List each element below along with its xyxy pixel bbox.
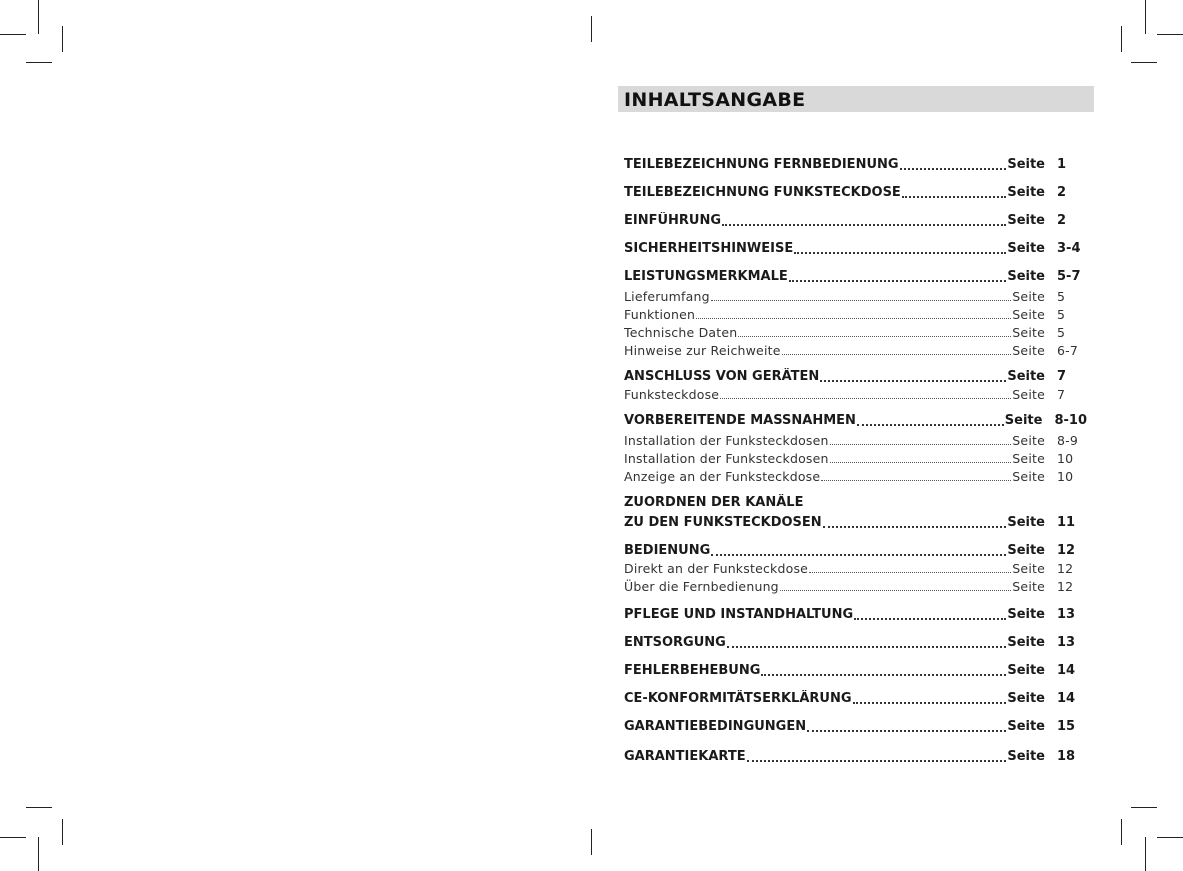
toc-entry-label: LEISTUNGSMERKMALE [624,269,788,284]
crop-mark [1121,819,1122,845]
toc-entry-label: CE-KONFORMITÄTSERKLÄRUNG [624,691,852,706]
dot-leader [809,572,1011,573]
dot-leader [711,300,1012,301]
toc-entry-seite: Seite [1007,515,1045,530]
toc-entry[interactable] [624,606,1087,624]
crop-mark [0,34,26,35]
crop-mark [26,62,52,63]
dot-leader [747,760,1007,762]
toc-entry-page: 6-7 [1057,343,1079,358]
toc-entry-seite: Seite [1012,289,1045,304]
toc-entry[interactable] [624,184,1087,202]
crop-mark [0,837,26,838]
crop-mark [62,26,63,52]
toc-entry[interactable] [624,412,1087,430]
toc-entry-label: FEHLERBEHEBUNG [624,663,761,678]
dot-leader [727,646,1006,648]
toc-entry-page: 11 [1057,515,1076,530]
toc-entry[interactable] [624,306,1087,324]
dot-leader [782,354,1012,355]
toc-entry-page: 2 [1057,185,1067,200]
toc-entry-label: EINFÜHRUNG [624,213,722,228]
toc-entry-seite: Seite [1007,635,1045,650]
toc-entry-page: 2 [1057,213,1067,228]
toc-entry[interactable] [624,718,1087,736]
crop-mark [1131,807,1157,808]
toc-entry-page: 7 [1057,369,1067,384]
toc-entry-page: 7 [1057,387,1066,402]
toc-entry[interactable] [624,240,1087,258]
dot-leader [711,554,1006,556]
dot-leader [780,590,1011,591]
toc-entry-label: GARANTIEBEDINGUNGEN [624,719,807,734]
toc-entry-page: 5 [1057,289,1066,304]
dot-leader [807,730,1006,732]
toc-entry[interactable] [624,212,1087,230]
toc-entry-page: 3-4 [1057,241,1081,256]
toc-entry-label: PFLEGE UND INSTANDHALTUNG [624,607,854,622]
toc-entry-page: 8-10 [1054,413,1087,428]
toc-entry-page: 5 [1057,307,1066,322]
toc-entry-label: ANSCHLUSS VON GERÄTEN [624,369,820,384]
toc-entry-label: ZUORDNEN DER KANÄLE [624,495,804,510]
toc-entry-seite: Seite [1012,325,1045,340]
toc-entry-seite: Seite [1007,157,1045,172]
crop-mark [1157,34,1183,35]
toc-entry-label: Lieferumfang [624,289,710,304]
dot-leader [853,702,1007,704]
toc-entry[interactable] [624,156,1087,174]
toc-entry[interactable] [624,268,1087,286]
toc-entry-page: 12 [1057,579,1074,594]
table-of-contents [618,86,1094,764]
dot-leader [900,168,1007,170]
toc-entry-seite: Seite [1007,269,1045,284]
dot-leader [696,318,1011,319]
toc-entry-page: 8-9 [1057,433,1079,448]
crop-mark [591,829,592,855]
toc-entry-page: 18 [1057,749,1076,764]
toc-entry-seite: Seite [1007,241,1045,256]
toc-entry-label: TEILEBEZEICHNUNG FUNKSTECKDOSE [624,185,901,200]
toc-entry-label: VORBEREITENDE MASSNAHMEN [624,413,856,428]
toc-entry-seite: Seite [1007,749,1045,764]
toc-entry-page: 5-7 [1057,269,1081,284]
toc-entry-seite: Seite [1012,579,1045,594]
toc-entry[interactable] [624,368,1087,386]
toc-entry[interactable] [624,386,1087,404]
toc-entry-page: 12 [1057,543,1076,558]
toc-entry-label: GARANTIEKARTE [624,749,746,764]
toc-entry-label: Über die Fernbedienung [624,579,779,594]
toc-entry-page: 14 [1057,663,1076,678]
toc-entry-seite: Seite [1007,607,1045,622]
toc-entry-seite: Seite [1012,307,1045,322]
dot-leader [830,444,1012,445]
crop-mark [1121,26,1122,52]
dot-leader [794,252,1006,254]
toc-entry-label: Anzeige an der Funksteckdose [624,469,821,484]
toc-entry-seite: Seite [1012,469,1045,484]
toc-entry-page: 5 [1057,325,1066,340]
toc-entry-label: Funktionen [624,307,696,322]
toc-entry-seite: Seite [1007,543,1045,558]
toc-entry[interactable] [624,432,1087,450]
dot-leader [722,224,1006,226]
toc-entry-label: BEDIENUNG [624,543,711,558]
crop-mark [1145,837,1146,871]
dot-leader [789,280,1007,282]
dot-leader [854,618,1006,620]
toc-entry[interactable] [624,634,1087,652]
crop-mark [26,807,52,808]
crop-mark [1145,0,1146,34]
toc-entry-label: Installation der Funksteckdosen [624,433,829,448]
dot-leader [761,674,1006,676]
dot-leader [857,424,1004,426]
toc-entry[interactable] [624,450,1087,468]
crop-mark [38,0,39,34]
dot-leader [830,462,1012,463]
toc-entry-label: Installation der Funksteckdosen [624,451,829,466]
toc-entry-label: Funksteckdose [624,387,720,402]
toc-entry[interactable] [624,494,1087,512]
crop-mark [591,16,592,42]
toc-entry-page: 13 [1057,607,1076,622]
toc-entry-label: SICHERHEITSHINWEISE [624,241,794,256]
toc-entry-label: Technische Daten [624,325,738,340]
dot-leader [821,480,1011,481]
toc-entry[interactable] [624,748,1087,766]
toc-entry[interactable] [624,468,1087,486]
toc-entry-seite: Seite [1012,451,1045,466]
toc-entry[interactable] [624,578,1087,596]
toc-entry[interactable] [624,662,1087,680]
toc-entry[interactable] [624,288,1087,306]
crop-mark [1157,837,1183,838]
toc-entry-seite: Seite [1012,433,1045,448]
dot-leader [720,398,1011,399]
toc-entry-label: Direkt an der Funksteckdose [624,561,809,576]
toc-entry-seite: Seite [1012,387,1045,402]
toc-entry-page: 15 [1057,719,1076,734]
toc-entry-seite: Seite [1004,413,1043,428]
crop-mark [38,837,39,871]
toc-entry-page: 13 [1057,635,1076,650]
toc-entry[interactable] [624,690,1087,708]
toc-entry-seite: Seite [1007,213,1045,228]
toc-entry[interactable] [624,324,1087,342]
toc-entry[interactable] [624,542,1087,560]
toc-entry-label: Hinweise zur Reichweite [624,343,781,358]
toc-entry-page: 10 [1057,451,1074,466]
toc-entry-seite: Seite [1012,561,1045,576]
toc-entry-label: ENTSORGUNG [624,635,726,650]
toc-entry-page: 14 [1057,691,1076,706]
crop-mark [62,819,63,845]
toc-entry-label: TEILEBEZEICHNUNG FERNBEDIENUNG [624,157,899,172]
toc-entry-page: 10 [1057,469,1074,484]
toc-entry-seite: Seite [1007,719,1045,734]
toc-entry-page: 1 [1057,157,1067,172]
toc-title: INHALTSANGABE [618,86,1094,112]
toc-entry[interactable] [624,342,1087,360]
dot-leader [738,336,1011,337]
toc-entry[interactable] [624,514,1087,532]
toc-entry-label: ZU DEN FUNKSTECKDOSEN [624,515,822,530]
crop-mark [1131,62,1157,63]
toc-entry-seite: Seite [1012,343,1045,358]
dot-leader [902,196,1007,198]
toc-entry[interactable] [624,560,1087,578]
dot-leader [820,380,1006,382]
toc-entry-seite: Seite [1007,369,1045,384]
toc-entry-seite: Seite [1007,663,1045,678]
toc-entry-page: 12 [1057,561,1074,576]
toc-entry-seite: Seite [1007,185,1045,200]
toc-entry-seite: Seite [1007,691,1045,706]
dot-leader [823,526,1007,528]
